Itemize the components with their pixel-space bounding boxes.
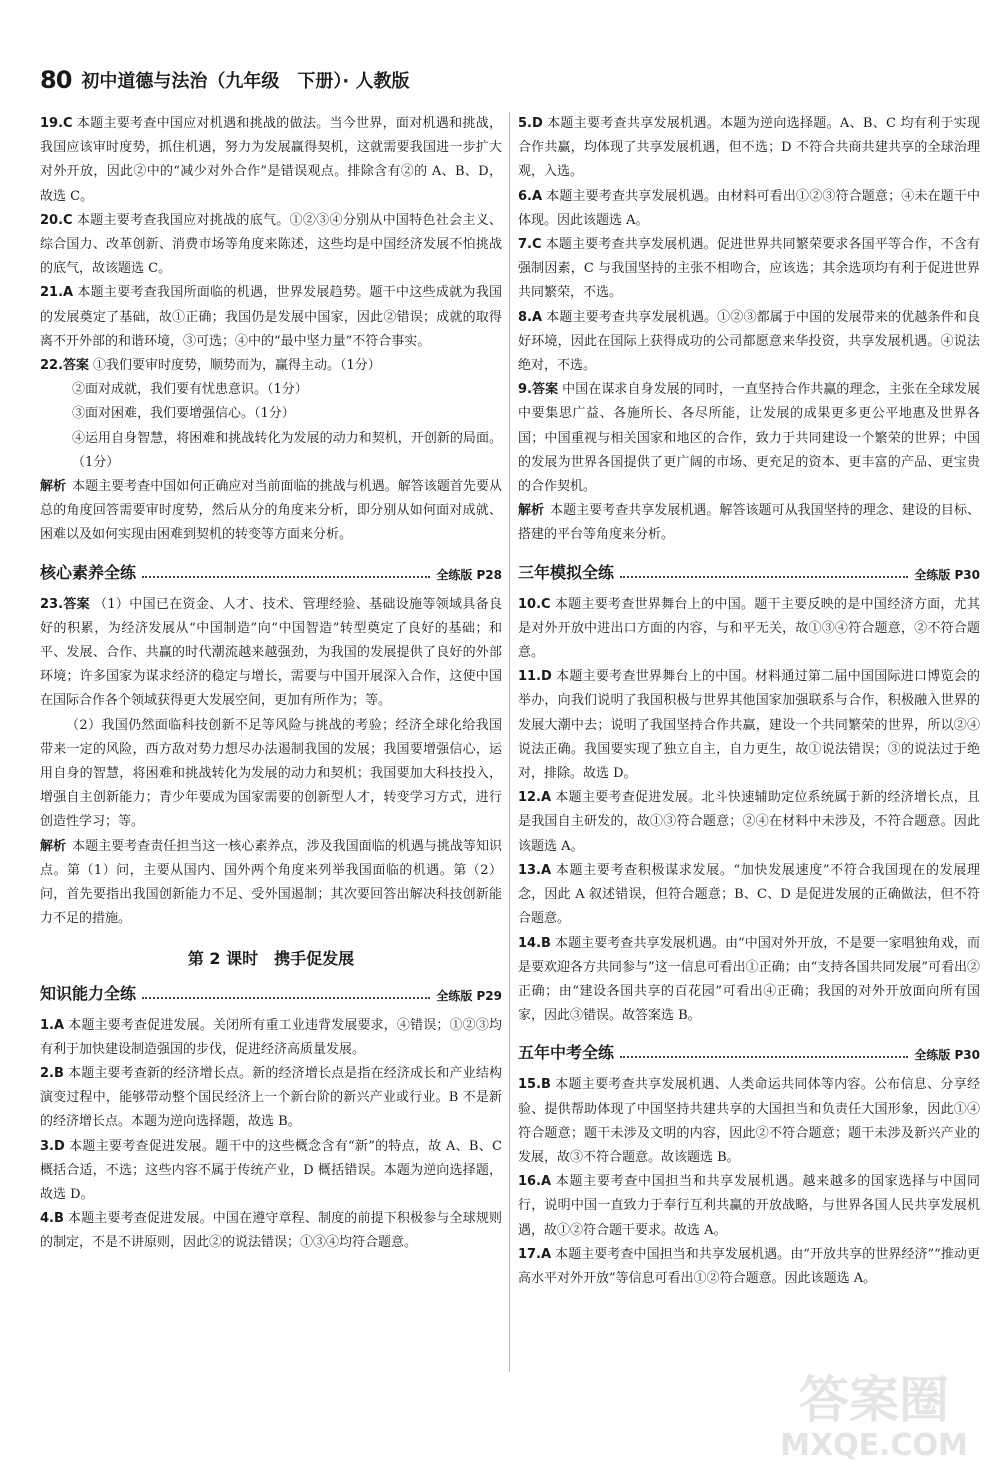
answer-text: 本题主要考查中国担当和共享发展机遇。越来越多的国家选择与中国同行，说明中国一直致力于奉行互利共赢的开放战略，与世界各国人民共享发展机遇，故①②符合题干要求。故选 A。 bbox=[518, 1174, 980, 1238]
question-number: 3.D bbox=[40, 1138, 65, 1154]
section-title: 三年模拟全练 bbox=[518, 562, 615, 582]
question-number: 4.B bbox=[40, 1211, 64, 1227]
answer-entry bbox=[518, 1243, 980, 1291]
answer-text: 本题主要考查世界舞台上的中国。题干主要反映的是中国经济方面，尤其是对外开放中进出口方面的内容，与和平无关，故①③④符合题意，②不符合题意。 bbox=[518, 596, 980, 661]
question-number: 19.C bbox=[40, 116, 73, 131]
answer-entry bbox=[518, 932, 980, 1029]
right-mid-answers bbox=[518, 593, 980, 1029]
section-header-five-year bbox=[518, 1040, 980, 1063]
answer-entry bbox=[518, 112, 980, 185]
dotted-rule bbox=[142, 576, 430, 578]
answer-para: （1）中国已在资金、人才、技术、管理经验、基础设施等领域具备良好的积累，为经济发展从“中国制造”向“中国智造”转型奠定了良好的基础；和平、发展、合作、共赢的时代潮流越来越强劲，为我国的发展提供了良好的外部环境；许多国家为谋求经济的稳定与增长，需要与中国开展深入合作，这使中国在国际合作各个领域获得更大发展空间，更加有所作为；等。 bbox=[40, 596, 503, 709]
dotted-rule bbox=[620, 1056, 908, 1058]
watermark-main: 答案圈 bbox=[799, 1371, 949, 1429]
answer-entry bbox=[518, 1170, 980, 1243]
analysis-label: 解析 bbox=[40, 479, 67, 495]
dotted-rule bbox=[142, 997, 430, 999]
section-title: 五年中考全练 bbox=[518, 1043, 615, 1063]
answer-text: 本题主要考查促进发展。北斗快速辅助定位系统属于新的经济增长点，且是我国自主研发的，故①③符合题意；②④在材料中未涉及，不符合题意。因此该题选 A。 bbox=[518, 790, 980, 854]
question-9 bbox=[518, 378, 980, 547]
question-number: 9.答案 bbox=[518, 382, 559, 398]
answer-text: 本题主要考查促进发展。关闭所有重工业违背发展要求，④错误；①②③均有利于加快建设制造强国的步伐，促进经济高质量发展。 bbox=[40, 1017, 502, 1057]
answer-entry bbox=[518, 593, 980, 666]
answer-entry bbox=[40, 281, 502, 354]
answer-entry bbox=[40, 1062, 502, 1135]
question-number: 10.C bbox=[518, 596, 551, 612]
question-number: 22.答案 bbox=[40, 358, 90, 374]
answer-entry bbox=[518, 233, 980, 306]
right-column bbox=[518, 112, 980, 1291]
right-bottom-answers bbox=[518, 1073, 980, 1291]
column-divider bbox=[509, 112, 510, 1372]
left-column bbox=[40, 112, 502, 1256]
question-number: 12.A bbox=[518, 790, 552, 806]
section-header-three-year bbox=[518, 560, 980, 583]
question-number: 11.D bbox=[518, 669, 552, 685]
question-number: 17.A bbox=[518, 1246, 552, 1262]
analysis-text: 本题主要考查共享发展机遇。解答该题可从我国坚持的理念、建设的目标、搭建的平台等角度来分析。 bbox=[518, 503, 980, 543]
answer-text: 本题主要考查共享发展机遇。促进世界共同繁荣要求各国平等合作，不含有强制因素，C 与我国坚持的主张不相吻合，应该选；其余选项均有利于促进世界共同繁荣，不选。 bbox=[518, 237, 980, 301]
answer-entry bbox=[518, 859, 980, 932]
answer-line: ②面对成就，我们要有忧患意识。（1分） bbox=[72, 382, 308, 398]
left-top-answers bbox=[40, 112, 502, 354]
answer-text: 本题主要考查积极谋求发展。“加快发展速度”不符合我国现在的发展理念，因此 A 叙述错误，但符合题意；B、C、D 是促进发展的正确做法，但不符合题意。 bbox=[518, 862, 980, 927]
question-number: 1.A bbox=[40, 1017, 65, 1033]
question-number: 20.C bbox=[40, 212, 73, 228]
answer-entry bbox=[40, 112, 502, 209]
answer-entry bbox=[40, 1135, 502, 1208]
question-number: 21.A bbox=[40, 285, 74, 301]
section-page-ref: 全练版 P28 bbox=[436, 567, 502, 582]
question-23 bbox=[40, 593, 502, 932]
section-title: 知识能力全练 bbox=[40, 983, 137, 1003]
answer-text: 本题主要考查共享发展机遇。由“中国对外开放，不是要一家唱独角戏，而是要欢迎各方共同参与”这一信息可看出①正确；由“支持各国共同发展”可看出②正确；由“建设各国共享的百花园”可看出④正确；我国的对外开放面向所有国家，因此③错误。故答案选 B。 bbox=[518, 935, 980, 1024]
section-page-ref: 全练版 P30 bbox=[914, 1048, 980, 1063]
answer-line: ①我们要审时度势，顺势而为，赢得主动。（1分） bbox=[93, 358, 381, 374]
section-page-ref: 全练版 P30 bbox=[914, 567, 980, 582]
answer-text: 本题主要考查促进发展。题干中的这些概念含有“新”的特点，故 A、B、C 概括合适，不选；这些内容不属于传统产业，D 概括错误。本题为逆向选择题，故选 D。 bbox=[40, 1138, 502, 1202]
answer-entry bbox=[518, 665, 980, 786]
answer-entry bbox=[40, 1014, 502, 1062]
question-number: 8.A bbox=[518, 309, 543, 325]
answer-text: 本题主要考查新的经济增长点。新的经济增长点是指在经济成长和产业结构演变过程中，能够带动整个国民经济上一个新台阶的新兴产业或行业。B 不是新的经济增长点。本题为逆向选择题，故选 B。 bbox=[40, 1065, 502, 1130]
analysis-label: 解析 bbox=[518, 503, 545, 519]
question-number: 16.A bbox=[518, 1174, 552, 1190]
answer-text: 本题主要考查我国应对挑战的底气。①②③④分别从中国特色社会主义、综合国力、改革创新、消费市场等角度来陈述，这些均是中国经济发展不怕挑战的底气，故该题选 C。 bbox=[40, 212, 502, 277]
analysis-text: 本题主要考查责任担当这一核心素养点，涉及我国面临的机遇与挑战等知识点。第（1）问，主要从国内、国外两个角度来列举我国面临的机遇。第（2）问，首先要指出我国创新能力不足、受外国遏制；其次要回答出解决科技创新能力不足的措施。 bbox=[40, 838, 502, 927]
analysis-label: 解析 bbox=[40, 838, 67, 854]
question-number: 13.A bbox=[518, 862, 552, 878]
answer-text: 本题主要考查促进发展。中国在遵守章程、制度的前提下积极参与全球规则的制定，不是不讲原则，因此②的说法错误；①③④均符合题意。 bbox=[40, 1211, 502, 1251]
answer-text: 本题主要考查中国担当和共享发展机遇。由“开放共享的世界经济”“推动更高水平对外开放”等信息可看出①②符合题意。因此该题选 A。 bbox=[518, 1246, 980, 1286]
section-header-knowledge bbox=[40, 981, 502, 1004]
answer-text: 本题主要考查世界舞台上的中国。材料通过第二届中国国际进口博览会的举办，向我们说明了我国积极与世界其他国家加强联系与合作，积极融入世界的发展大潮中去；说明了我国坚持合作共赢，建设一个共同繁荣的世界，所以②④说法正确。我国要实现了独立自主，自力更生，故①说法错误；③的说法过于绝对，排除。故选 D。 bbox=[518, 669, 980, 782]
answer-line: ④运用自身智慧，将困难和挑战转化为发展的动力和契机，开创新的局面。（1分） bbox=[72, 430, 502, 470]
watermark-logo bbox=[764, 1355, 984, 1465]
answer-entry bbox=[518, 786, 980, 859]
question-number: 15.B bbox=[518, 1077, 551, 1093]
answer-text: 本题主要考查共享发展机遇。由材料可看出①②③符合题意；④未在题干中体现。因此该题选 A。 bbox=[518, 188, 980, 228]
question-number: 6.A bbox=[518, 188, 543, 204]
page-header bbox=[40, 66, 410, 94]
section-title: 核心素养全练 bbox=[40, 562, 137, 582]
question-number: 7.C bbox=[518, 237, 542, 253]
answer-line: ③面对困难，我们要增强信心。（1分） bbox=[72, 406, 295, 422]
answer-entry bbox=[518, 1073, 980, 1170]
question-number: 5.D bbox=[518, 116, 543, 131]
answer-text: 本题主要考查共享发展机遇。①②③都属于中国的发展带来的优越条件和良好环境，因此在国际上获得成功的公司都愿意来华投资，共享发展机遇。④说法绝对，不选。 bbox=[518, 309, 980, 374]
question-number: 14.B bbox=[518, 935, 551, 951]
right-top-answers bbox=[518, 112, 980, 378]
answer-entry bbox=[40, 209, 502, 282]
page-number: 80 bbox=[40, 66, 72, 94]
question-22 bbox=[40, 354, 502, 548]
answer-text: 本题主要考查我国所面临的机遇，世界发展趋势。题干中这些成就为我国的发展奠定了基础，故①正确；我国仍是发展中国家，因此②错误；成就的取得离不开外部的和谐环境，③可选；④中的“最中坚力量”不符合事实。 bbox=[40, 285, 502, 349]
answer-text: 本题主要考查共享发展机遇、人类命运共同体等内容。公布信息、分享经验、提供帮助体现了中国坚持共建共享的大国担当和负责任大国形象，因此①④符合题意；题干未涉及文明的内容，因此②不符合题意；题干未涉及新兴产业的发展，故③不符合题意。故该题选 B。 bbox=[518, 1077, 980, 1165]
answer-entry bbox=[518, 185, 980, 233]
question-number: 2.B bbox=[40, 1065, 64, 1081]
lesson-title: 第 2 课时 携手促发展 bbox=[187, 948, 355, 968]
book-title: 初中道德与法治（九年级 下册）· 人教版 bbox=[81, 71, 410, 92]
answer-entry bbox=[40, 1207, 502, 1255]
section-page-ref: 全练版 P29 bbox=[436, 988, 502, 1003]
analysis-text: 本题主要考查中国如何正确应对当前面临的挑战与机遇。解答该题首先要从总的角度回答需要审时度势，然后从分的角度来分析，即分别从如何面对成就、困难以及如何实现由困难到契机的转变等方面来分析。 bbox=[40, 479, 502, 543]
answer-text: 本题主要考查共享发展机遇。本题为逆向选择题。A、B、C 均有利于实现合作共赢，均体现了共享发展机遇，但不选；D 不符合共商共建共享的全球治理观，入选。 bbox=[518, 116, 980, 180]
answer-para: （2）我国仍然面临科技创新不足等风险与挑战的考验；经济全球化给我国带来一定的风险，西方敌对势力想尽办法遏制我国的发展；我国要增强信心，运用自身的智慧，将困难和挑战转化为发展的动力和契机；我国要加大科技投入，增强自主创新能力；青少年要成为国家需要的创新型人才，转变学习方式，进行创造性学习；等。 bbox=[40, 717, 502, 830]
left-bottom-answers bbox=[40, 1014, 502, 1256]
answer-para: 中国在谋求自身发展的同时，一直坚持合作共赢的理念，主张在全球发展中要集思广益、各施所长、各尽所能，让发展的成果更多更公平地惠及世界各国；中国重视与相关国家和地区的合作，致力于共同建设一个繁荣的世界；中国的发展为世界各国提供了更广阔的市场、更充足的资本、更丰富的产品、更宝贵的合作契机。 bbox=[518, 382, 980, 495]
dotted-rule bbox=[620, 576, 908, 578]
answer-text: 本题主要考查中国应对机遇和挑战的做法。当今世界，面对机遇和挑战，我国应该审时度势，抓住机遇，努力为发展赢得契机，这就需要我国进一步扩大对外开放，因此②中的“减少对外合作”是错误观点。排除含有②的 A、B、D，故选 C。 bbox=[40, 116, 502, 204]
watermark-url: MXQE.COM bbox=[780, 1428, 968, 1463]
question-number: 23.答案 bbox=[40, 596, 91, 612]
section-header-core-literacy bbox=[40, 560, 502, 583]
answer-entry bbox=[518, 306, 980, 379]
